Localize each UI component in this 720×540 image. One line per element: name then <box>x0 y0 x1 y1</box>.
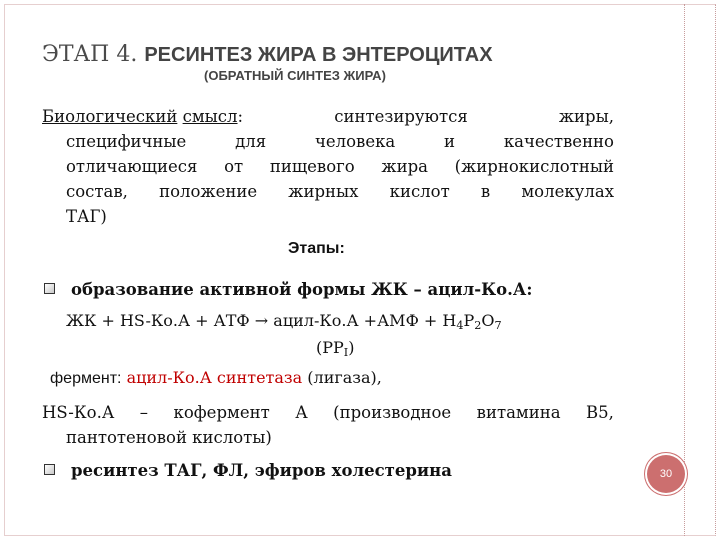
equation-sub-1: 4 <box>456 319 464 332</box>
biological-meaning-paragraph <box>42 104 614 229</box>
coenzyme-word-6: витамина <box>476 403 561 422</box>
stage-1-text: образование активной формы ЖК – ацил-Ко.А: <box>71 280 533 299</box>
coenzyme-paragraph <box>42 400 614 450</box>
page-number-badge: 30 <box>647 455 685 493</box>
coenzyme-line-2: пантотеновой кислоты) <box>66 428 272 447</box>
enzyme-name: ацил-Ко.А синтетаза <box>126 368 303 387</box>
title-caps: РЕСИНТЕЗ ЖИРА В ЭНТЕРОЦИТАХ <box>144 44 493 66</box>
equation-p: P <box>463 311 475 330</box>
meaning-label-a: Биологический <box>42 107 178 126</box>
stages-heading: Этапы: <box>288 240 345 257</box>
stage-2-item <box>44 461 452 480</box>
ppi-open: (PP <box>316 338 344 357</box>
slide-title <box>42 42 493 67</box>
coenzyme-word-2: – <box>139 403 149 422</box>
slide-right-rule <box>684 4 685 536</box>
checkbox-square-icon <box>44 283 55 294</box>
meaning-word-2: жиры, <box>558 107 614 126</box>
meaning-label <box>42 104 243 129</box>
enzyme-label: фермент: <box>50 370 122 387</box>
meaning-line-5: ТАГ) <box>66 207 107 226</box>
ppi-close: ) <box>348 338 355 357</box>
title-prefix: ЭТАП 4. <box>42 42 138 67</box>
enzyme-class: (лигаза), <box>307 368 382 387</box>
coenzyme-word-3: кофермент <box>173 403 270 422</box>
equation-o: O <box>481 311 495 330</box>
ppi-sub: I <box>343 346 349 359</box>
meaning-line-4: состав, положение жирных кислот в молекулах <box>66 182 614 201</box>
meaning-line-1 <box>42 104 614 129</box>
enzyme-line <box>50 368 382 388</box>
equation-main: ЖК + HS-Ко.А + АТФ → ацил-Ко.А +АМФ + H <box>66 311 457 330</box>
meaning-colon: : <box>237 107 244 126</box>
stage-1-item <box>44 280 532 299</box>
meaning-line-2: специфичные для человека и качественно <box>66 132 614 151</box>
coenzyme-word-5: (производное <box>333 403 452 422</box>
stage-2-text: ресинтез ТАГ, ФЛ, эфиров холестерина <box>71 461 452 480</box>
ppi-label <box>316 338 354 359</box>
meaning-word-1: синтезируются <box>334 107 468 126</box>
meaning-label-b: смысл <box>182 107 238 126</box>
activation-equation <box>66 311 502 332</box>
coenzyme-word-7: В5, <box>586 403 614 422</box>
coenzyme-line-1 <box>42 400 614 425</box>
slide-subtitle: (ОБРАТНЫЙ СИНТЕЗ ЖИРА) <box>204 68 386 83</box>
equation-sub-2: 2 <box>474 319 482 332</box>
slide-frame <box>4 4 716 536</box>
meaning-line-3: отличающиеся от пищевого жира (жирнокислотный <box>66 157 614 176</box>
coenzyme-word-1: HS-Ко.А <box>42 403 115 422</box>
coenzyme-word-4: А <box>295 403 308 422</box>
equation-sub-3: 7 <box>494 319 502 332</box>
checkbox-square-icon <box>44 464 55 475</box>
